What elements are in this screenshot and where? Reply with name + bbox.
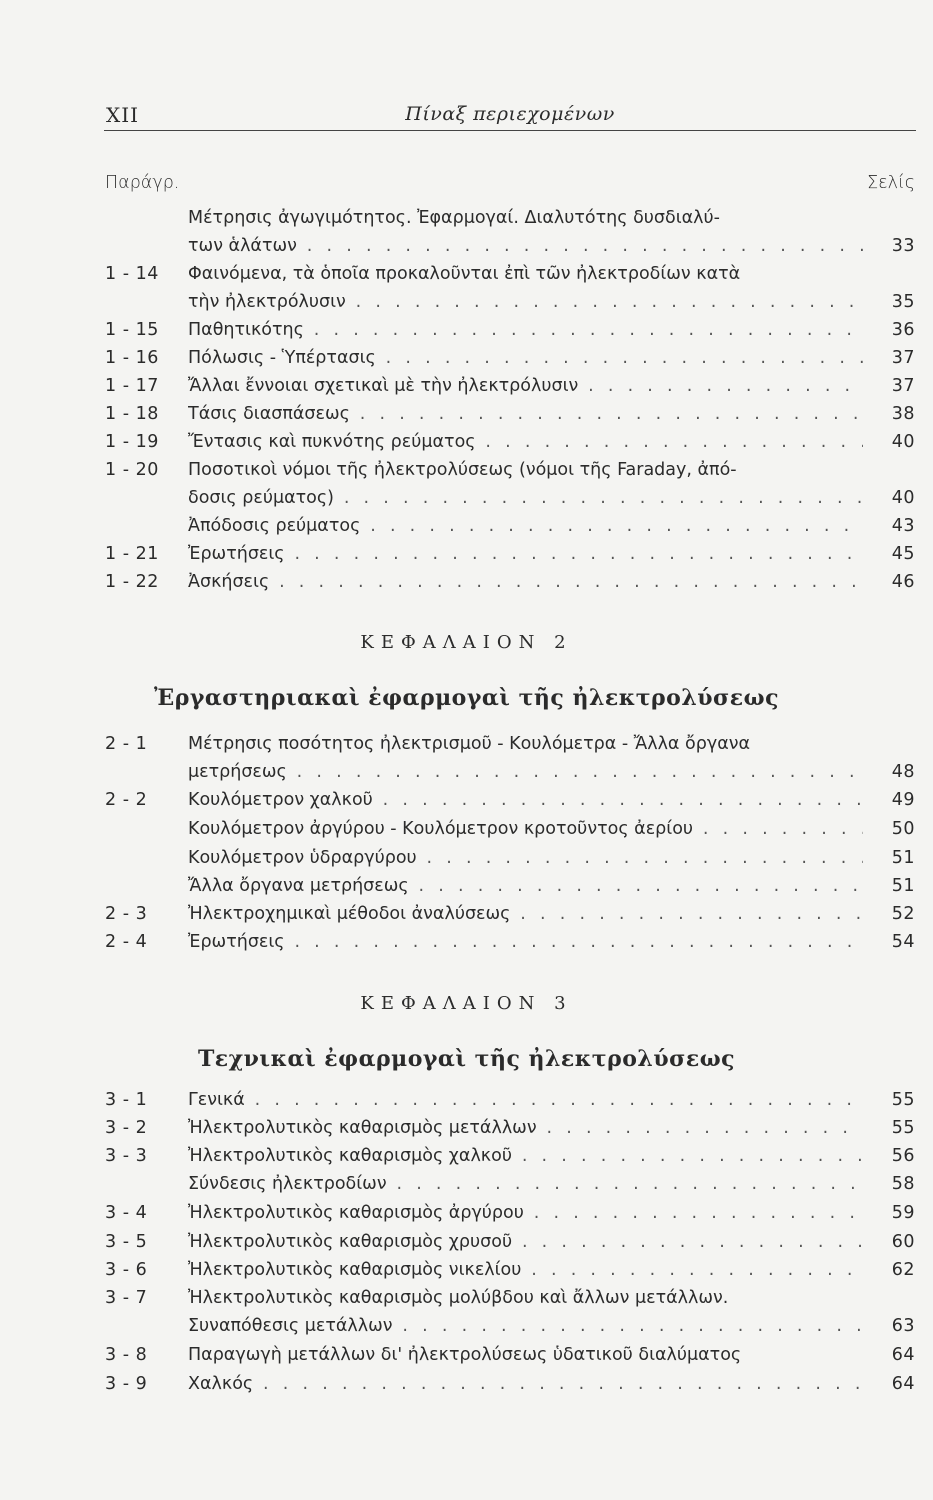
toc-entry	[0, 1341, 933, 1369]
section-title: Ἠλεκτροχημικαὶ μέθοδοι ἀναλύσεως . . .	[188, 900, 863, 928]
section-title: Πόλωσις - Ὑπέρτασις . . .	[188, 344, 863, 372]
page-reference: 55	[891, 1090, 915, 1110]
page-reference: 55	[891, 1118, 915, 1138]
toc-entry	[0, 372, 933, 400]
section-number: 1 - 18	[105, 404, 159, 424]
toc-entry	[0, 540, 933, 568]
toc-entry	[0, 512, 933, 540]
section-title: Συναπόθεσις μετάλλων . . .	[188, 1312, 863, 1340]
section-title: Μέτρησις ἀγωγιμότητος. Ἐφαρμογαί. Διαλυτότης δυσδιαλύ-	[188, 208, 720, 228]
section-number: 3 - 3	[105, 1146, 148, 1166]
section-title: δοσις ρεύματος) . . .	[188, 484, 863, 512]
section-title: Ἠλεκτρολυτικὸς καθαρισμὸς μολύβδου καὶ ἄλλων μετάλλων.	[188, 1288, 729, 1308]
toc-entry	[0, 400, 933, 428]
section-number: 1 - 21	[105, 544, 159, 564]
toc-entry	[0, 1199, 933, 1227]
chapter-label: ΚΕΦΑΛΑΙΟΝ 3	[360, 993, 573, 1014]
chapter-title: Τεχνικαὶ ἐφαρμογαὶ τῆς ἠλεκτρολύσεως	[197, 1046, 736, 1072]
toc-entry	[0, 928, 933, 956]
page-reference: 63	[891, 1316, 915, 1336]
section-title: Ἠλεκτρολυτικὸς καθαρισμὸς μετάλλων . . .	[188, 1114, 863, 1142]
section-number: 2 - 1	[105, 734, 148, 754]
toc-entry	[0, 428, 933, 456]
toc-entry	[0, 1170, 933, 1198]
chapter-title: Ἐργαστηριακαὶ ἐφαρμογαὶ τῆς ἠλεκτρολύσεως	[154, 685, 779, 711]
section-title: Ἄλλαι ἔννοιαι σχετικαὶ μὲ τὴν ἠλεκτρόλυσιν . . .	[188, 372, 863, 400]
section-number: 3 - 1	[105, 1090, 148, 1110]
toc-entry	[0, 1142, 933, 1170]
toc-entry	[0, 1086, 933, 1114]
section-title: τὴν ἠλεκτρόλυσιν . . .	[188, 288, 863, 316]
section-number: 1 - 16	[105, 348, 159, 368]
page-reference: 37	[891, 376, 915, 396]
chapter-label: ΚΕΦΑΛΑΙΟΝ 2	[360, 632, 573, 653]
section-title: Χαλκός . . .	[188, 1370, 863, 1398]
page-reference: 40	[891, 432, 915, 452]
section-title: Κουλόμετρον χαλκοῦ . . .	[188, 786, 863, 814]
section-number: 1 - 22	[105, 572, 159, 592]
toc-entry	[0, 568, 933, 596]
section-number: 3 - 8	[105, 1345, 148, 1365]
page-reference: 38	[891, 404, 915, 424]
toc-entry	[0, 730, 933, 758]
section-number: 2 - 3	[105, 904, 148, 924]
section-title: Φαινόμενα, τὰ ὁποῖα προκαλοῦνται ἐπὶ τῶν ἠλεκτροδίων κατὰ	[188, 264, 741, 284]
column-header-section: Παράγρ.	[105, 173, 180, 193]
page-reference: 37	[891, 348, 915, 368]
section-number: 3 - 2	[105, 1118, 148, 1138]
toc-entry	[0, 344, 933, 372]
section-number: 3 - 5	[105, 1232, 148, 1252]
section-number: 3 - 6	[105, 1260, 148, 1280]
toc-entry	[0, 232, 933, 260]
toc-entry	[0, 204, 933, 232]
page-reference: 46	[891, 572, 915, 592]
section-number: 1 - 14	[105, 264, 159, 284]
toc-entry	[0, 1284, 933, 1312]
toc-entry	[0, 316, 933, 344]
page-reference: 49	[891, 790, 915, 810]
page-reference: 62	[891, 1260, 915, 1280]
section-title: Γενικά . . .	[188, 1086, 863, 1114]
page-reference: 45	[891, 544, 915, 564]
section-number: 1 - 17	[105, 376, 159, 396]
page-reference: 51	[891, 848, 915, 868]
section-number: 3 - 7	[105, 1288, 148, 1308]
section-title: Ἠλεκτρολυτικὸς καθαρισμὸς ἀργύρου . . .	[188, 1199, 863, 1227]
page-reference: 54	[891, 932, 915, 952]
section-title: Ἐρωτήσεις . . .	[188, 928, 863, 956]
section-title: Μέτρησις ποσότητος ἠλεκτρισμοῦ - Κουλόμετρα - Ἄλλα ὄργανα	[188, 734, 751, 754]
section-number: 3 - 4	[105, 1203, 148, 1223]
toc-entry	[0, 1114, 933, 1142]
column-header-page: Σελίς	[867, 173, 915, 193]
section-number: 3 - 9	[105, 1374, 148, 1394]
toc-entry	[0, 456, 933, 484]
running-head	[104, 100, 916, 131]
section-title: Παθητικότης . . .	[188, 316, 863, 344]
section-title: των ἁλάτων . . .	[188, 232, 863, 260]
section-title: Κουλόμετρον ὑδραργύρου . . .	[188, 844, 863, 872]
section-title: Τάσις διασπάσεως . . .	[188, 400, 863, 428]
toc-entry	[0, 288, 933, 316]
section-title: Ἄλλα ὄργανα μετρήσεως . . .	[188, 872, 863, 900]
section-title: μετρήσεως . . .	[188, 758, 863, 786]
toc-entry	[0, 484, 933, 512]
toc-entry	[0, 900, 933, 928]
page-reference: 51	[891, 876, 915, 896]
section-title: Ποσοτικοὶ νόμοι τῆς ἠλεκτρολύσεως (νόμοι τῆς Faraday, ἀπό-	[188, 460, 737, 480]
section-title: Παραγωγὴ μετάλλων δι' ἠλεκτρολύσεως ὑδατικοῦ διαλύματος	[188, 1345, 742, 1365]
page-reference: 56	[891, 1146, 915, 1166]
page-reference: 40	[891, 488, 915, 508]
page-reference: 60	[891, 1232, 915, 1252]
section-number: 1 - 19	[105, 432, 159, 452]
section-title: Ἀσκήσεις . . .	[188, 568, 863, 596]
section-title: Ἠλεκτρολυτικὸς καθαρισμὸς χρυσοῦ . . .	[188, 1228, 863, 1256]
page-reference: 59	[891, 1203, 915, 1223]
section-title: Κουλόμετρον ἀργύρου - Κουλόμετρον κροτοῦντος ἀερίου . . .	[188, 815, 863, 843]
page-reference: 36	[891, 320, 915, 340]
page-reference: 64	[891, 1374, 915, 1394]
toc-entry	[0, 1312, 933, 1340]
toc-entry	[0, 786, 933, 814]
toc-entry	[0, 758, 933, 786]
page-reference: 64	[891, 1345, 915, 1365]
section-number: 2 - 4	[105, 932, 148, 952]
toc-entry	[0, 1256, 933, 1284]
page-title: Πίναξ περιεχομένων	[405, 103, 615, 125]
page-reference: 58	[891, 1174, 915, 1194]
page-number: XII	[106, 103, 140, 127]
toc-entry	[0, 844, 933, 872]
page-reference: 48	[891, 762, 915, 782]
section-title: Ἠλεκτρολυτικὸς καθαρισμὸς νικελίου . . .	[188, 1256, 863, 1284]
page-reference: 43	[891, 516, 915, 536]
page-reference: 33	[891, 236, 915, 256]
toc-entry	[0, 1370, 933, 1398]
section-title: Ἀπόδοσις ρεύματος . . .	[188, 512, 863, 540]
section-number: 1 - 15	[105, 320, 159, 340]
page-reference: 50	[891, 819, 915, 839]
section-number: 2 - 2	[105, 790, 148, 810]
page-reference: 52	[891, 904, 915, 924]
toc-entry	[0, 260, 933, 288]
toc-entry	[0, 1228, 933, 1256]
toc-entry	[0, 872, 933, 900]
section-title: Σύνδεσις ἠλεκτροδίων . . .	[188, 1170, 863, 1198]
toc-entry	[0, 815, 933, 843]
section-title: Ἔντασις καὶ πυκνότης ρεύματος . . .	[188, 428, 863, 456]
section-number: 1 - 20	[105, 460, 159, 480]
section-title: Ἐρωτήσεις . . .	[188, 540, 863, 568]
page-reference: 35	[891, 292, 915, 312]
section-title: Ἠλεκτρολυτικὸς καθαρισμὸς χαλκοῦ . . .	[188, 1142, 863, 1170]
